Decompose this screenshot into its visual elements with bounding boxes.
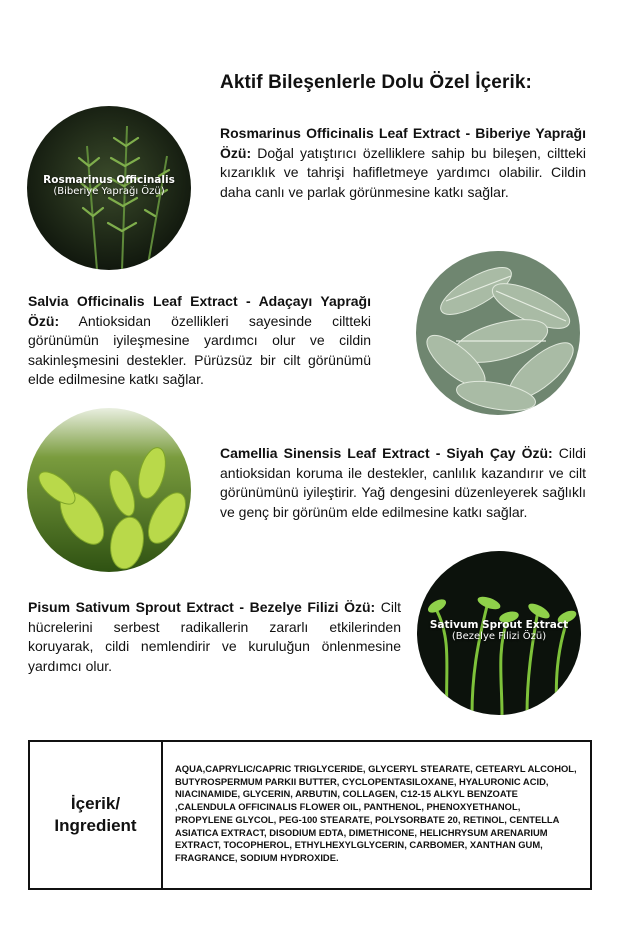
ingredient-list-divider [161, 742, 163, 888]
ingredient-salvia [28, 292, 371, 390]
ingredient-camellia [220, 444, 586, 522]
ingredient-rosemary-name: Rosmarinus Officinalis Leaf Extract - Biberiye Yaprağı Özü: [220, 125, 586, 161]
ingredient-camellia-name: Camellia Sinensis Leaf Extract - Siyah Çay Özü: [220, 445, 553, 461]
tea-image [27, 408, 191, 572]
ingredient-list-text: AQUA,CAPRYLIC/CAPRIC TRIGLYCERIDE, GLYCERYL STEARATE, CETEARYL ALCOHOL, BUTYROSPERMUM PARKII BUTTER, CYCLOPENTASILOXANE, HYALURONIC ACID, NIACINAMIDE, GLYCERIN, ARBUTIN, COLLAGEN, C12-15 ALKYL BENZOATE ,CALENDULA OFFICINALIS FLOWER OIL, PANTHENOL, PHENOXYETHANOL, PROPYLENE GLYCOL, PEG-100 STEARATE, POLYSORBATE 20, RETINOL, CENTELLA ASIATICA EXTRACT, DISODIUM EDTA, DIMETHICONE, HELICHRYSUM ARENARIUM EXTRACT, TOCOPHEROL, ETHYLHEXYLGLYCERIN, CARBOMER, XANTHAN GUM, FRAGRANCE, SODIUM HYDROXIDE. [175, 763, 577, 863]
ingredient-pisum-name: Pisum Sativum Sprout Extract - Bezelye Filizi Özü: [28, 599, 376, 615]
ingredient-salvia-description: Antioksidan özellikleri sayesinde ciltteki görünümün iyileşmesine yardımcı olur ve cildin sakinleşmesini destekler. Pürüzsüz bir cilt görünümü elde edilmesine katkı sağlar. [28, 312, 371, 387]
rosemary-image-sublabel: (Biberiye Yaprağı Özü) [53, 186, 165, 197]
sprout-image-label: Sativum Sprout Extract [429, 619, 569, 631]
ingredient-rosemary [220, 124, 586, 202]
ingredient-list-box [28, 740, 592, 890]
page-heading: Aktif Bileşenlerle Dolu Özel İçerik: [220, 72, 532, 93]
ingredient-list-label-line1: İçerik/ [70, 794, 121, 813]
ingredient-rosemary-description: Doğal yatıştırıcı özelliklere sahip bu bileşen, ciltteki kızarıklık ve tahrişi hafifletmeye yardımcı olabilir. Cildin daha canlı ve parlak görünmesine katkı sağlar. [220, 144, 586, 200]
rosemary-image [27, 106, 191, 270]
rosemary-image-label: Rosmarinus Officinalis [43, 174, 175, 186]
sprout-image [417, 551, 581, 715]
sprout-image-sublabel: (Bezelye Filizi Özü) [451, 631, 547, 642]
ingredient-list-label-line2: Ingredient [54, 816, 137, 835]
ingredient-camellia-description: Cildi antioksidan koruma ile destekler, canlılık kazandırır ve cilt görünümünü iyileştirir. Yağ dengesini düzenleyerek sağlıklı ve genç bir görünüm elde edilmesine katkı sağlar. [220, 445, 586, 520]
ingredient-pisum [28, 598, 401, 676]
ingredient-list-label [30, 742, 161, 888]
ingredient-salvia-name: Salvia Officinalis Leaf Extract - Adaçayı Yaprağı Özü: [28, 293, 371, 329]
sage-image [416, 251, 580, 415]
ingredient-pisum-description: Cilt hücrelerini serbest radikallerin zararlı etkilerinden koruyarak, cildi nemlendirir ve kuruluğun önlenmesine yardımcı olur. [28, 599, 401, 674]
